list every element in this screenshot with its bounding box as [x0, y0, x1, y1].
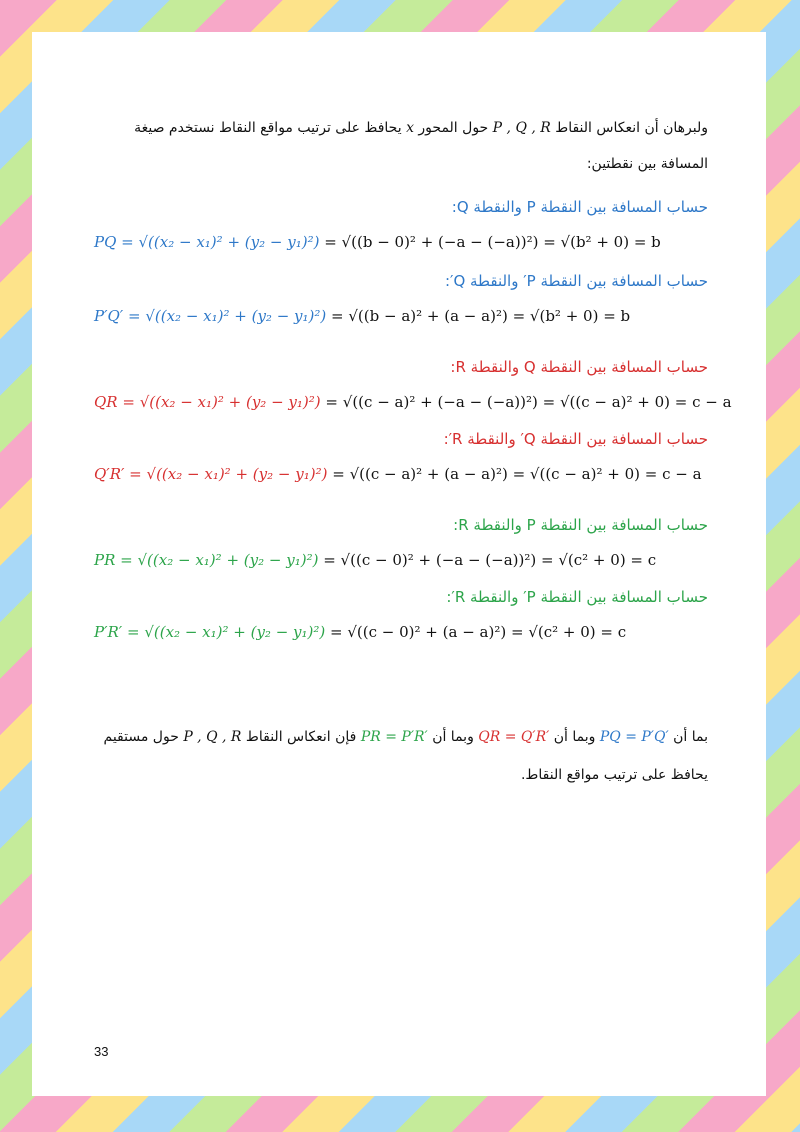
conclusion-text-2: وبما أن: [553, 729, 596, 745]
equation-qr: QR = √((x₂ − x₁)² + (y₂ − y₁)²) = √((c − a)² + (−a − (−a))²) = √((c − a)² + 0) = c − a: [94, 393, 732, 411]
equation-result: = √((c − a)² + (a − a)²) = √((c − a)² + 0) = c − a: [332, 465, 702, 483]
heading-qr-prime: حساب المسافة بين النقطة Q′ والنقطة R′:: [443, 430, 708, 448]
equation-lhs: P′R′: [94, 623, 123, 641]
equation-qr-prime: Q′R′ = √((x₂ − x₁)² + (y₂ − y₁)²) = √((c − a)² + (a − a)²) = √((c − a)² + 0) = c − a: [94, 465, 702, 483]
distance-formula: √((x₂ − x₁)² + (y₂ − y₁)²): [138, 233, 320, 251]
equation-result: = √((b − a)² + (a − a)²) = √(b² + 0) = b: [331, 307, 631, 325]
conclusion-paragraph: [88, 718, 708, 794]
heading-pr-prime: حساب المسافة بين النقطة P′ والنقطة R′:: [446, 588, 708, 606]
equation-lhs: QR: [94, 393, 118, 411]
equation-lhs: PQ: [94, 233, 117, 251]
equation-pq-prime: P′Q′ = √((x₂ − x₁)² + (y₂ − y₁)²) = √((b − a)² + (a − a)²) = √(b² + 0) = b: [94, 307, 631, 325]
conclusion-text-5: حول مستقيم يحافظ على ترتيب مواقع النقاط.: [103, 729, 708, 783]
intro-axis: x: [406, 120, 414, 136]
conclusion-eq-qr: QR = Q′R′: [478, 729, 550, 745]
conclusion-points: P , Q , R: [183, 729, 242, 745]
equation-result: = √((c − 0)² + (a − a)²) = √(c² + 0) = c: [330, 623, 627, 641]
conclusion-text-3: وبما أن: [432, 729, 474, 745]
distance-formula: √((x₂ − x₁)² + (y₂ − y₁)²): [146, 465, 328, 483]
heading-pr: حساب المسافة بين النقطة P والنقطة R:: [453, 516, 708, 534]
conclusion-eq-pq: PQ = P′Q′: [599, 729, 669, 745]
distance-formula: √((x₂ − x₁)² + (y₂ − y₁)²): [144, 623, 326, 641]
distance-formula: √((x₂ − x₁)² + (y₂ − y₁)²): [145, 307, 327, 325]
equation-result: = √((c − a)² + (−a − (−a))²) = √((c − a)² + 0) = c − a: [325, 393, 732, 411]
heading-pq: حساب المسافة بين النقطة P والنقطة Q:: [451, 198, 708, 216]
equation-result: = √((b − 0)² + (−a − (−a))²) = √(b² + 0) = b: [324, 233, 661, 251]
intro-text-2: حول المحور: [418, 120, 489, 136]
intro-text-1: ولبرهان أن انعكاس النقاط: [555, 120, 708, 136]
heading-pq-prime: حساب المسافة بين النقطة P′ والنقطة Q′:: [444, 272, 708, 290]
equation-pr-prime: P′R′ = √((x₂ − x₁)² + (y₂ − y₁)²) = √((c − 0)² + (a − a)²) = √(c² + 0) = c: [94, 623, 627, 641]
equation-pr: PR = √((x₂ − x₁)² + (y₂ − y₁)²) = √((c − 0)² + (−a − (−a))²) = √(c² + 0) = c: [94, 551, 657, 569]
conclusion-eq-pr: PR = P′R′: [360, 729, 428, 745]
heading-qr: حساب المسافة بين النقطة Q والنقطة R:: [450, 358, 708, 376]
conclusion-text-4: فإن انعكاس النقاط: [245, 729, 357, 745]
intro-text-3: يحافظ على ترتيب مواقع النقاط نستخدم صيغة المسافة بين نقطتين:: [134, 120, 708, 172]
equation-pq: PQ = √((x₂ − x₁)² + (y₂ − y₁)²) = √((b − 0)² + (−a − (−a))²) = √(b² + 0) = b: [94, 233, 661, 251]
intro-points: P , Q , R: [492, 120, 551, 136]
distance-formula: √((x₂ − x₁)² + (y₂ − y₁)²): [139, 393, 321, 411]
equation-lhs: P′Q′: [94, 307, 124, 325]
intro-paragraph: [88, 110, 708, 182]
equation-lhs: PR: [94, 551, 116, 569]
equation-result: = √((c − 0)² + (−a − (−a))²) = √(c² + 0) = c: [323, 551, 657, 569]
page-number: 33: [94, 1044, 109, 1059]
equation-lhs: Q′R′: [94, 465, 125, 483]
distance-formula: √((x₂ − x₁)² + (y₂ − y₁)²): [137, 551, 319, 569]
document-page: [32, 32, 766, 1096]
conclusion-text-1: بما أن: [673, 729, 708, 745]
